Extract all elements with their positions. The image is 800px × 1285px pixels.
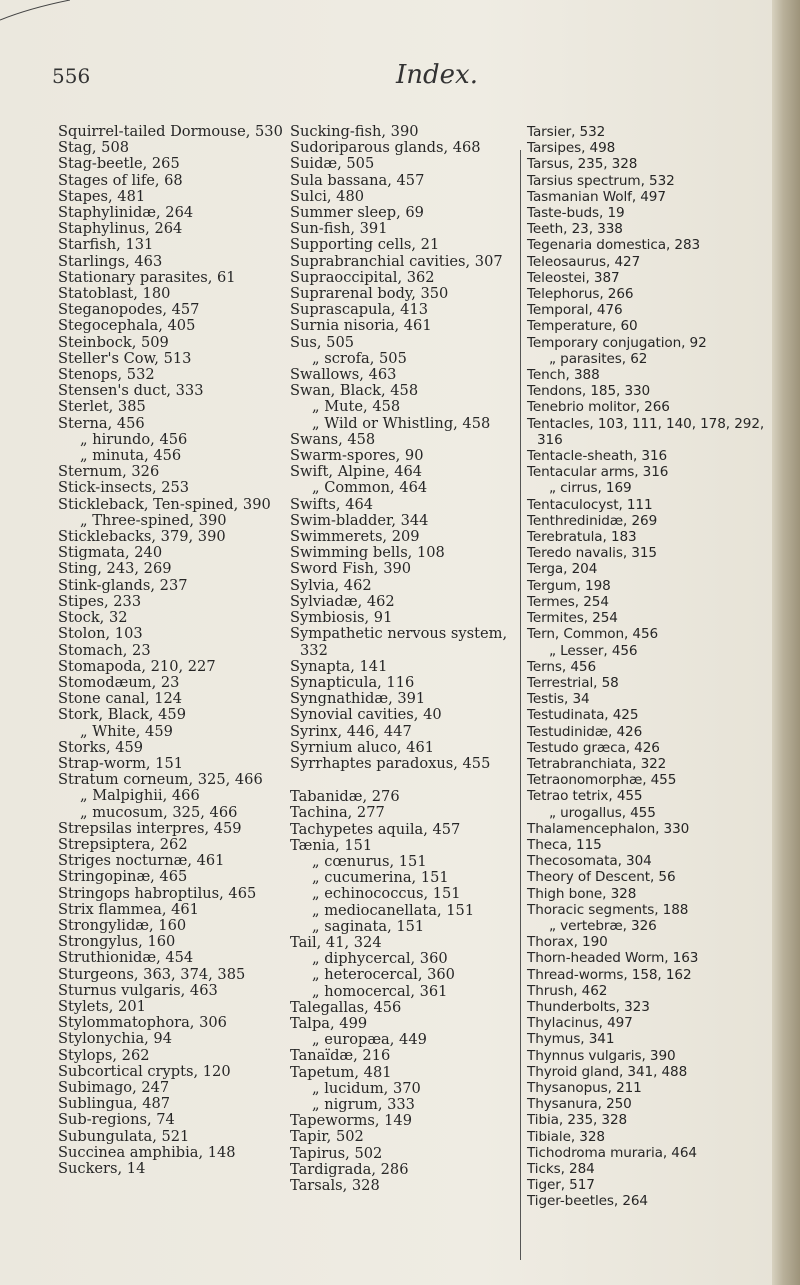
index-entry: Summer sleep, 69 (290, 204, 424, 222)
index-entry: Termes, 254 (527, 593, 609, 610)
index-entry: „ mediocanellata, 151 (312, 901, 475, 919)
index-entry: Strongylidæ, 160 (58, 916, 187, 934)
index-entry: „ White, 459 (80, 722, 173, 740)
index-entry: Tarsals, 328 (290, 1177, 380, 1194)
index-entry: Sucking-fish, 390 (290, 123, 419, 140)
index-entry: Struthionidæ, 454 (58, 949, 194, 967)
index-entry: Synapticula, 116 (290, 673, 415, 691)
index-entry: Stringopinæ, 465 (58, 868, 188, 886)
index-entry: Tenebrio molitor, 266 (527, 399, 670, 416)
index-entry: Strongylus, 160 (58, 933, 176, 951)
index-entry: Supporting cells, 21 (290, 236, 440, 254)
index-entry: Sylviadæ, 462 (290, 592, 395, 610)
index-entry: „ lucidum, 370 (312, 1079, 421, 1097)
index-column-3 (527, 124, 782, 1210)
index-entry: Staphylinus, 264 (58, 220, 183, 238)
index-entry: Stegocephala, 405 (58, 317, 196, 335)
index-entry: Steinbock, 509 (58, 333, 169, 351)
index-entry: Stickleback, Ten-spined, 390 (58, 495, 271, 513)
index-entry: Tench, 388 (527, 367, 600, 384)
index-entry: Testudo græca, 426 (527, 739, 660, 756)
index-entry: Thyroid gland, 341, 488 (527, 1063, 688, 1080)
index-entry: „ Lesser, 456 (549, 642, 638, 659)
index-entry: Temporary conjugation, 92 (527, 334, 707, 351)
index-entry: Tichodroma muraria, 464 (527, 1144, 697, 1161)
index-entry: Tarsipes, 498 (527, 140, 616, 157)
index-entry: Syngnathidæ, 391 (290, 690, 426, 708)
index-entry: „ homocercal, 361 (312, 982, 448, 1000)
index-entry: „ diphycercal, 360 (312, 950, 448, 968)
index-entry: Thecosomata, 304 (527, 853, 652, 870)
index-entry: Testudinata, 425 (527, 707, 639, 724)
index-entry: „ Mute, 458 (312, 398, 401, 416)
index-entry: Tentacular arms, 316 (527, 464, 669, 481)
index-entry: Tergum, 198 (527, 577, 611, 594)
index-entry: Strix flammea, 461 (58, 900, 199, 918)
index-entry: Steller's Cow, 513 (58, 349, 192, 367)
index-entry: Theca, 115 (527, 836, 602, 853)
index-entry: Tapetum, 481 (290, 1063, 392, 1081)
index-entry: Stork, Black, 459 (58, 706, 186, 724)
index-entry: Swim-bladder, 344 (290, 511, 429, 529)
index-entry: „ saginata, 151 (312, 917, 425, 935)
index-entry: Thread-worms, 158, 162 (527, 966, 692, 983)
index-entry: Tetraonomorphæ, 455 (527, 772, 677, 789)
index-entry: Tibiale, 328 (527, 1128, 605, 1145)
index-entry: Sword Fish, 390 (290, 560, 412, 578)
column-rule (520, 150, 521, 1260)
index-entry: Synovial cavities, 40 (290, 706, 442, 724)
index-entry: „ cirrus, 169 (549, 480, 632, 497)
index-entry: Tarsus, 235, 328 (527, 156, 638, 173)
index-entry: Theory of Descent, 56 (527, 869, 676, 886)
index-entry: Tetrao tetrix, 455 (527, 788, 643, 805)
index-entry: Thrush, 462 (527, 982, 608, 999)
index-entry: Suprarenal body, 350 (290, 285, 449, 303)
index-entry: Terga, 204 (527, 561, 598, 578)
index-entry: Subcortical crypts, 120 (58, 1062, 231, 1080)
index-entry: Suckers, 14 (58, 1160, 146, 1177)
index-entry: Sympathetic nervous system, 332 (290, 625, 508, 659)
index-entry: Thynnus vulgaris, 390 (527, 1047, 676, 1064)
section-gap (290, 772, 525, 789)
index-entry: Tiger-beetles, 264 (527, 1193, 648, 1210)
index-entry: „ hirundo, 456 (80, 430, 188, 448)
index-entry: Stylommatophora, 306 (58, 1014, 227, 1032)
index-entry: Sting, 243, 269 (58, 560, 172, 578)
index-entry: „ minuta, 456 (80, 447, 182, 465)
index-entry: Sticklebacks, 379, 390 (58, 528, 226, 546)
index-entry: Statoblast, 180 (58, 285, 171, 303)
index-entry: Syrrhaptes paradoxus, 455 (290, 754, 491, 772)
index-entry: Stock, 32 (58, 609, 128, 627)
index-entry: Swifts, 464 (290, 495, 374, 513)
index-entry: „ nigrum, 333 (312, 1095, 415, 1113)
index-entry: Tachina, 277 (290, 804, 385, 822)
index-entry: Suprascapula, 413 (290, 301, 429, 319)
index-entry: Sulci, 480 (290, 187, 365, 205)
index-entry: Stratum corneum, 325, 466 (58, 771, 263, 789)
index-entry: Thysanopus, 211 (527, 1079, 642, 1096)
index-entry: Ticks, 284 (527, 1161, 595, 1177)
corner-mark (0, 0, 70, 22)
index-entry: Stensen's duct, 333 (58, 382, 204, 400)
index-entry: Tetrabranchiata, 322 (527, 755, 667, 772)
index-entry: Thysanura, 250 (527, 1096, 632, 1113)
index-entry: Temporal, 476 (527, 302, 623, 319)
index-entry: Tibia, 235, 328 (527, 1112, 628, 1129)
index-column-1 (58, 124, 293, 1177)
index-entry: Strepsilas interpres, 459 (58, 819, 242, 837)
index-entry: Surnia nisoria, 461 (290, 317, 432, 335)
index-entry: Testudinidæ, 426 (527, 723, 643, 740)
index-entry: Tænia, 151 (290, 836, 373, 854)
index-entry: „ echinococcus, 151 (312, 885, 461, 903)
index-entry: Tapir, 502 (290, 1128, 364, 1146)
index-entry: „ europæa, 449 (312, 1031, 427, 1049)
index-entry: Swarm-spores, 90 (290, 447, 424, 465)
index-entry: Striges nocturnæ, 461 (58, 852, 225, 870)
index-entry: Supraoccipital, 362 (290, 268, 435, 286)
index-entry: „ mucosum, 325, 466 (80, 803, 238, 821)
index-entry: Tendons, 185, 330 (527, 383, 651, 400)
index-entry: Tardigrada, 286 (290, 1160, 409, 1178)
index-entry: Swan, Black, 458 (290, 382, 419, 400)
index-entry: Starfish, 131 (58, 236, 154, 254)
index-entry: Teeth, 23, 338 (527, 221, 623, 238)
index-entry: Tarsius spectrum, 532 (527, 172, 675, 189)
index-entry: „ parasites, 62 (549, 350, 648, 367)
index-entry: „ vertebræ, 326 (549, 917, 657, 934)
index-entry: Tabanidæ, 276 (290, 788, 400, 806)
index-entry: Sturgeons, 363, 374, 385 (58, 965, 246, 983)
index-entry: Stag-beetle, 265 (58, 155, 180, 173)
index-entry: Swans, 458 (290, 430, 376, 448)
index-entry: Stone canal, 124 (58, 690, 183, 708)
index-entry: Swimmerets, 209 (290, 528, 420, 546)
index-entry: Terrestrial, 58 (527, 674, 619, 691)
index-entry: Tail, 41, 324 (290, 933, 382, 951)
index-entry: Stomodæum, 23 (58, 673, 180, 691)
index-entry: Tiger, 517 (527, 1177, 595, 1194)
index-entry: Sterna, 456 (58, 414, 145, 432)
index-entry: Stigmata, 240 (58, 544, 163, 562)
index-entry: Swallows, 463 (290, 366, 397, 384)
index-entry: Taste-buds, 19 (527, 205, 625, 222)
index-entry: Stick-insects, 253 (58, 479, 190, 497)
index-entry: Stomapoda, 210, 227 (58, 657, 216, 675)
index-entry: Termites, 254 (527, 610, 618, 627)
index-entry: Stages of life, 68 (58, 171, 183, 189)
index-entry: Teleostei, 387 (527, 269, 620, 286)
index-entry: Terns, 456 (527, 658, 596, 675)
index-entry: Strepsiptera, 262 (58, 835, 188, 853)
index-entry: Sternum, 326 (58, 463, 160, 481)
index-entry: Suprabranchial cavities, 307 (290, 252, 503, 270)
index-entry: Tachypetes aquila, 457 (290, 820, 461, 838)
index-entry: Staphylinidæ, 264 (58, 204, 194, 222)
index-entry: Temperature, 60 (527, 318, 638, 335)
index-entry: Tasmanian Wolf, 497 (527, 188, 666, 205)
index-entry: Testis, 34 (527, 691, 590, 708)
index-entry: Stapes, 481 (58, 187, 146, 205)
index-entry: „ Common, 464 (312, 479, 428, 497)
index-entry: Sublingua, 487 (58, 1095, 171, 1113)
index-entry: Tentacles, 103, 111, 140, 178, 292, 316 (527, 415, 765, 448)
index-entry: „ Three-spined, 390 (80, 511, 227, 529)
index-entry: Sus, 505 (290, 333, 355, 351)
index-entry: Tern, Common, 456 (527, 626, 659, 643)
index-entry: Talpa, 499 (290, 1014, 368, 1032)
running-head: Index. (396, 60, 478, 90)
index-entry: Symbiosis, 91 (290, 609, 393, 627)
index-entry: Stylops, 262 (58, 1046, 150, 1064)
index-entry: Thorax, 190 (527, 934, 608, 951)
index-entry: Stolon, 103 (58, 625, 143, 643)
index-entry: Tegenaria domestica, 283 (527, 237, 701, 254)
index-entry: Tentaculocyst, 111 (527, 496, 653, 513)
index-entry: Subimago, 247 (58, 1078, 170, 1096)
index-entry: Tapirus, 502 (290, 1144, 383, 1162)
index-entry: „ cœnurus, 151 (312, 852, 427, 870)
index-entry: Storks, 459 (58, 738, 144, 756)
index-entry: „ cucumerina, 151 (312, 869, 449, 887)
index-entry: Stenops, 532 (58, 366, 155, 384)
index-entry: Stylonychia, 94 (58, 1030, 172, 1048)
index-entry: Thylacinus, 497 (527, 1015, 633, 1032)
index-entry: Subungulata, 521 (58, 1127, 190, 1145)
index-entry: Thoracic segments, 188 (527, 901, 689, 918)
index-entry: Syrnium aluco, 461 (290, 738, 435, 756)
index-entry: „ heterocercal, 360 (312, 966, 455, 984)
index-entry: Stringops habroptilus, 465 (58, 884, 257, 902)
index-entry: Tapeworms, 149 (290, 1112, 412, 1130)
index-entry: Stipes, 233 (58, 592, 142, 610)
index-entry: Talegallas, 456 (290, 998, 402, 1016)
index-entry: Sun-fish, 391 (290, 220, 388, 238)
index-entry: Thorn-headed Worm, 163 (527, 950, 699, 967)
index-entry: Sudoriparous glands, 468 (290, 139, 481, 157)
index-entry: Succinea amphibia, 148 (58, 1143, 236, 1161)
index-entry: Syrinx, 446, 447 (290, 722, 412, 740)
index-entry: Stag, 508 (58, 139, 130, 157)
index-entry: Swift, Alpine, 464 (290, 463, 423, 481)
index-entry: Stationary parasites, 61 (58, 268, 236, 286)
index-entry: „ Malpighii, 466 (80, 787, 200, 805)
index-entry: Stomach, 23 (58, 641, 151, 659)
index-entry: Stylets, 201 (58, 997, 146, 1015)
index-entry: Thigh bone, 328 (527, 885, 637, 902)
index-entry: Suidæ, 505 (290, 155, 375, 173)
index-entry: Thalamencephalon, 330 (527, 820, 690, 837)
index-entry: Teleosaurus, 427 (527, 253, 641, 270)
index-entry: Strap-worm, 151 (58, 754, 184, 772)
index-entry: Sub-regions, 74 (58, 1111, 175, 1129)
index-entry: Teredo navalis, 315 (527, 545, 657, 562)
index-entry: Stink-glands, 237 (58, 576, 188, 594)
index-entry: Synapta, 141 (290, 657, 388, 675)
index-entry: Sterlet, 385 (58, 398, 146, 416)
index-entry: Sturnus vulgaris, 463 (58, 981, 218, 999)
index-entry: „ Wild or Whistling, 458 (312, 414, 491, 432)
index-entry: Squirrel-tailed Dormouse, 530 (58, 123, 283, 140)
index-entry: Swimming bells, 108 (290, 544, 445, 562)
index-entry: Tanaïdæ, 216 (290, 1047, 391, 1065)
index-entry: Tentacle-sheath, 316 (527, 448, 668, 465)
index-entry: Tenthredinidæ, 269 (527, 512, 658, 529)
index-entry: Telephorus, 266 (527, 286, 634, 303)
index-entry: Steganopodes, 457 (58, 301, 200, 319)
index-entry: Thymus, 341 (527, 1031, 615, 1048)
index-entry: „ scrofa, 505 (312, 349, 407, 367)
index-entry: Terebratula, 183 (527, 529, 637, 546)
index-entry: Starlings, 463 (58, 252, 163, 270)
index-entry: Sula bassana, 457 (290, 171, 425, 189)
index-column-2 (290, 124, 525, 1194)
index-entry: Sylvia, 462 (290, 576, 372, 594)
page-number: 556 (52, 64, 91, 88)
index-entry: Thunderbolts, 323 (527, 998, 650, 1015)
index-entry: „ urogallus, 455 (549, 804, 656, 821)
index-entry: Tarsier, 532 (527, 124, 606, 140)
